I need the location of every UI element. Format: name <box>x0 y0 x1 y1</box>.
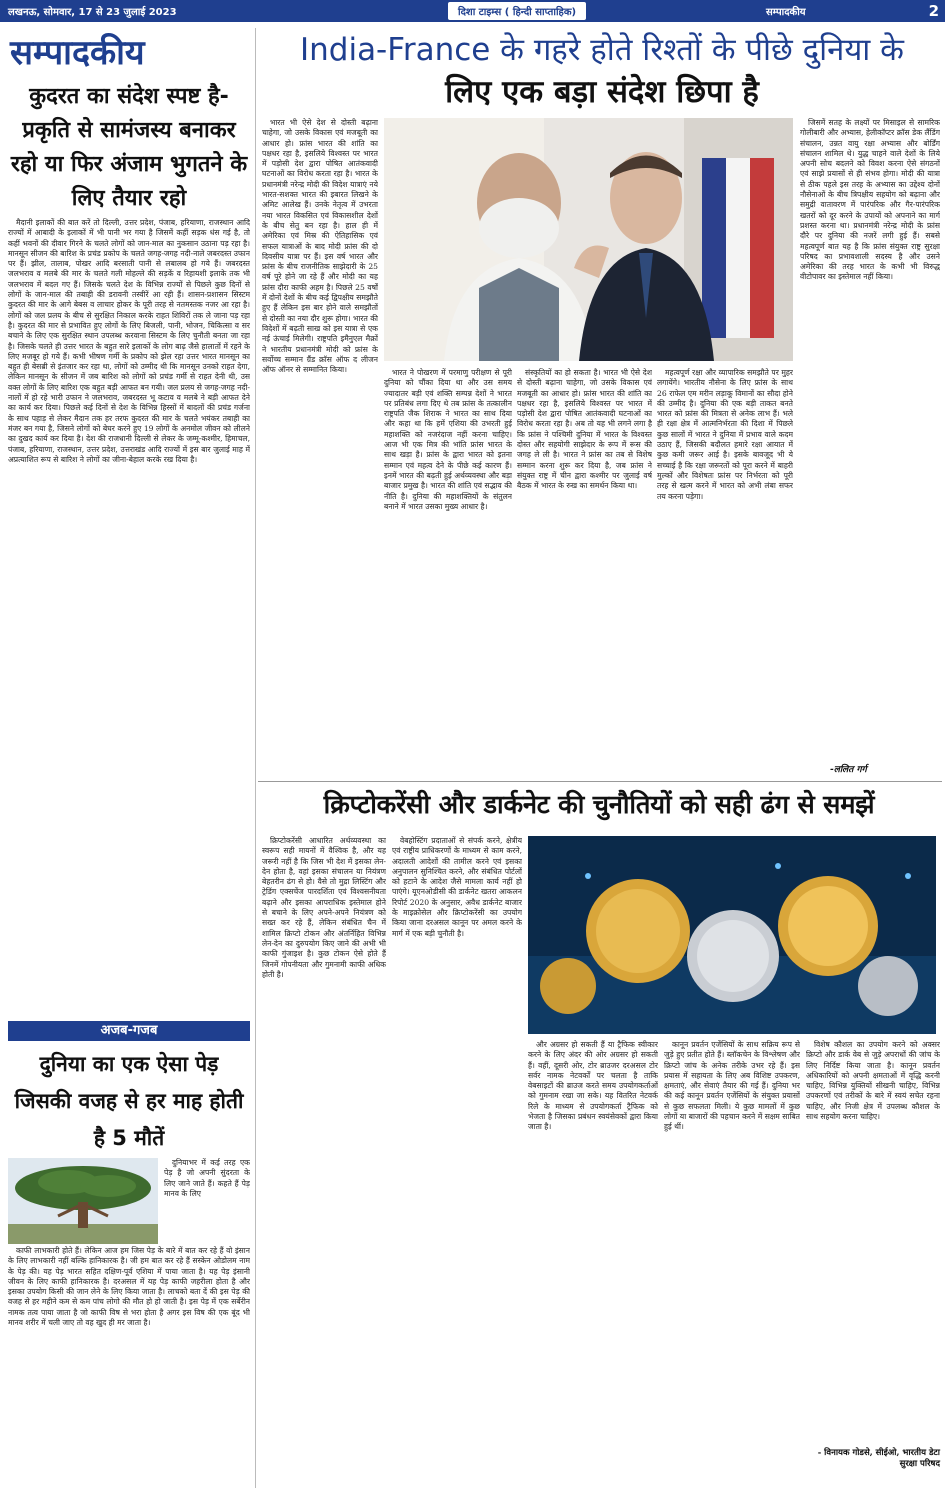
tree-body-side <box>164 1158 250 1246</box>
india-france-headline <box>262 30 942 114</box>
editorial-body <box>8 218 250 1016</box>
crypto-col-4-text: कानून प्रवर्तन एजेंसियों के साथ सक्रिय रूप से जुड़े हुए प्रतीत होते हैं। ब्लॉकचेन के विश्लेषण और क्रिप्टो जांच के अनेक तरीके उभर रहे हैं। इस प्रयास में सहायता के लिए अब विशिष्ट उपकरण, क्षमताएं, और सेवाएं तैयार की गई हैं। दुनिया भर की कई कानून प्रवर्तन एजेंसियों के संयुक्त प्रयासों से कुछ सफलता मिली। ये कुछ मामलों में कुछ लोगों या बाजारों की पहचान करने में सक्षम साबित हुई थीं। <box>664 1040 800 1132</box>
masthead-paper-name: दिशा टाइम्स ( हिन्दी साप्ताहिक) <box>448 2 586 20</box>
crypto-author: - विनायक गोडसे, सीईओ, भारतीय डेटा सुरक्षा परिषद <box>817 1448 940 1469</box>
india-france-col-4 <box>657 368 793 774</box>
editorial-body-text: मैदानी इलाकों की बात करें तो दिल्ली, उत्तर प्रदेश, पंजाब, हरियाणा, राजस्थान आदि राज्यों में आबादी के इलाकों में भी पानी भर गया है जिसमें कहीं सड़क धंस गई है, तो कहीं भवनों की दीवार गिरने के चलते लोगों को जान-माल का नुकसान उठाना पड़ रहा है। मानसून सीजन की बारिश के प्रचंड प्रकोप के चलते जगह-जगह नदी-नाले जबरदस्त उफान पर हैं। झील, तालाब, पोखर आदि बरसाती पानी से लबालब हो गये हैं। जबरदस्त जलभराव व मलबे की मार के चलते गली मोहल्ले की सड़कें व रिहायशी इलाके तक भी जलभराव में बदल गए हैं। जिसके चलते देश के विभिन्न राज्यों से पिछले कुछ दिनों से लोगों के जान-माल की तबाही की डरावनी तस्वीरें आ रही हैं। शासन-प्रशासन सिस्टम कुदरत की मार के आगे बेबस व लाचार होकर के पूरी तरह से नतमस्तक नजर आ रहा है। लोगों को जल प्रलय के बीच से सुरक्षित निकाल करके राहत शिविरों तक ले जाना पड़ रहा है। कुदरत की मार से प्रभावित हुए लोगों के लिए बिजली, पानी, भोजन, चिकित्सा व सर बचाने के लिए एक सुरक्षित स्थान उपलब्ध करवाना सिस्टम के लिए चुनौती बनता जा रहा है। जिसके चलते ही उत्तर भारत के बहुत सारे इलाकों के लोग बाढ़ जैसे हालातों में रहने के लिए मजबूर हो गये हैं। कभी भीषण गर्मी के प्रकोप को झेल रहा उत्तर भारत मानसून का बहुत ही बेसब्री से इंतजार कर रहा था, लोगों को उम्मीद थी कि मानसून उनको राहत देगा, लेकिन मानसून के सीजन में जब बारिश को लोगों को प्रचंड गर्मी से राहत देनी थी, उस वक्त लोगों के लिए बारिश एक बहुत बड़ी आफत बन गयी। जल प्रलय से जगह-जगह नदी-नालों में हो रहे भारी उफान ने जलभराव, जबरदस्त भू कटाव व मलबे ने बड़ी आफत देने का कार्य कर दिया। पिछले कई दिनों से देश के विभिन्न हिस्सों में बादलों की प्रचंड गर्जना के साथ पहाड़ से लेकर मैदान तक हर तरफ कुदरत की मार के चलते भयंकर तबाही का मंजर बन गया है, जिसने लोगों को बेघर करने हुए 19 लोगों के अनमोल जीवन को लीलने का दुखद कार्य कर दिया है। देश की राजधानी दिल्ली से लेकर के जम्मू-कश्मीर, हिमाचल, पंजाब, हरियाणा, राजस्थान, उत्तर प्रदेश, उत्तराखंड आदि राज्यों में इस बार जुलाई माह में अप्रत्याशित रूप से बारिश ने लोगों का जीना-बेहाल करके रख दिया है। <box>8 218 250 464</box>
crypto-col-3 <box>528 1040 658 1486</box>
section-title: सम्पादकीय <box>10 33 145 73</box>
crypto-col-5 <box>806 1040 940 1444</box>
masthead-date: लखनऊ, सोमवार, 17 से 23 जुलाई 2023 <box>8 7 177 18</box>
india-france-col-4-text: महत्वपूर्ण रक्षा और व्यापारिक समझौते पर मुहर लगायेंगे। भारतीय नौसेना के लिए फ्रांस के साथ 26 राफेल एम मरीन लड़ाकू विमानों का सौदा होने की उम्मीद है। दुनिया की एक बड़ी ताकत बनते भारत को फ्रांस की मित्रता से अनेक लाभ हैं। भले ही रक्षा क्षेत्र में आत्मनिर्भरता की दिशा में पिछले कुछ सालों में भारत ने दुनिया में प्रभाव वाले कदम उठाए हैं, जिसकी बदौलत हमारे रक्षा आयात में कुछ कमी जरूर आई है। इसके बावजूद भी ये सच्चाई है कि रक्षा जरूरतों को पूरा करने में बाहरी मुल्कों और विशेषतः फ्रांस पर निर्भरता को पूरी तरह से खत्म करने में भारत को अभी लंबा सफर तय करना पड़ेगा। <box>657 368 793 501</box>
crypto-col-3-text: और अग्रसर हो सकती हैं या ट्रैफिक स्वीकार करने के लिए अंदर की ओर अग्रसर हो सकती हैं। वहीं, दूसरी ओर, टोर ब्राउजर दरअसल टोर सर्वर नामक नेटवर्कों पर चलता है ताकि वेबसाइटों की ब्राउज करते समय उपयोगकर्ताओं को गुमनाम रखा जा सके। यह वितरित नेटवर्क रिले के माध्यम से उपयोगकर्ता ट्रैफिक को भेजता है जिसका प्रबंधन स्वयंसेवकों द्वारा किया जाता है। <box>528 1040 658 1132</box>
india-france-col-5-text: जिसमें सतह के लक्ष्यों पर मिसाइल से सामरिक गोलीबारी और अभ्यास, हेलीकॉप्टर क्रॉस डेक लैंडिंग संचालन, उन्नत वायु रक्षा अभ्यास और बोर्डिंग संचालन शामिल थे। युद्ध चाहने वाले देशों के लिये अपनी सोच बदलने को विवश करना ऐसे संगठनों एवं साझे प्रयासों से ही संभव होगा। मोदी की यात्रा से ठीक पहले इस तरह के अभ्यास का उद्देश्य दोनों नौसेनाओं के बीच त्रिपक्षीय सहयोग को बढ़ाना और समुद्री वातावरण में पारंपरिक और गैर-पारंपरिक खतरों को दूर करने के उपायों को अपनाने का मार्ग प्रशस्त करना था। प्रधानमंत्री नरेन्द्र मोदी के फ्रांस दौरे पर दुनिया की नजरें लगी हुई हैं। सबसे महत्वपूर्ण बात यह है कि फ्रांस संयुक्त राष्ट्र सुरक्षा परिषद का प्रभावशाली सदस्य है और उसने अमेरिका की तरह भारत के कभी भी विरुद्ध वीटोपावर का इस्तेमाल नहीं किया। <box>800 118 940 282</box>
crypto-coins-photo <box>528 836 936 1034</box>
modi-macron-photo <box>384 118 793 361</box>
tree-body-side-text: दुनियाभर में कई तरह एक पेड़ है जो अपनी सुंदरता के लिए जाने जाते हैं। कहते हैं पेड़ मानव के लिए <box>164 1158 250 1198</box>
masthead <box>0 0 945 22</box>
crypto-col-1 <box>262 836 386 1486</box>
india-france-headline-line2: लिए एक बड़ा संदेश छिपा है <box>445 74 759 110</box>
india-france-col-2-text: भारत ने पोखरण में परमाणु परीक्षण से पूरी दुनिया को चौंका दिया था और उस समय ज्यादातर बड़ी एवं शक्ति सम्पन्न देशों ने भारत पर प्रतिबंध लगा दिए थे तब फ्रांस के तत्कालीन राष्ट्रपति जैक शिराक ने भारत का साथ दिया और कहा था कि हमें एशिया की उभरती हुई महाशक्ति को नजरंदाज नहीं करना चाहिए। आज भी एक मित्र की भांति फ्रांस भारत के साथ खड़ा है। फ्रांस के द्वारा भारत को इतना सम्मान एवं महत्व देने के पीछे कई कारण हैं। इनमें भारत की बढ़ती हुई अर्थव्यवस्था और बड़ा बाजार प्रमुख है। भारत की शांति एवं सद्भाव की नीति है। दुनिया की महाशक्तियों के संतुलन बनाने में भारत उसका मुख्य आधार है। <box>384 368 512 511</box>
tree-headline: दुनिया का एक ऐसा पेड़ जिसकी वजह से हर माह होती है 5 मौतें <box>14 1052 244 1150</box>
india-france-col-5 <box>800 118 940 758</box>
editorial-headline: कुदरत का संदेश स्पष्ट है- प्रकृति से सामंजस्य बनाकर रहो या फिर अंजाम भुगतने के लिए तैयार रहो <box>10 84 248 211</box>
column-divider <box>255 28 256 1488</box>
crypto-headline: क्रिप्टोकरेंसी और डार्कनेट की चुनौतियों को सही ढंग से समझें <box>323 790 875 820</box>
tree-body-text: काफी लाभकारी होते हैं। लेकिन आज हम जिस पेड़ के बारे में बात कर रहे हैं वो इंसान के लिए लाभकारी नहीं बल्कि हानिकारक है। जी हम बात कर रहे हैं सस्केन ओडोलम नाम के पेड़ की। यह पेड़ भारत सहित दक्षिण-पूर्व एशिया में पाया जाता है। यह पेड़ इंसानी जीवन के लिए काफी हानिकारक है। दरअसल में यह पेड़ काफी जहरीला होता है और इसका उपयोग किसी की जान लेने के लिए किया जाता है। लाचको बता दें की इस पेड़ की वजह से हर महीने कम से कम पांच लोगो की मौत हो हो जाती है। इस पेड़ में एक सर्बेरीन नामक तत्व पाया जाता है जो काफी विष से भरा होता है अगर इस विष की एक बूंद भी मानव शरीर में चली जाए तो वह खुद ही मर जाता है। <box>8 1246 250 1328</box>
india-france-col-3-text: संस्कृतियों का हो सकता है। भारत भी ऐसे देश से दोस्ती बढ़ाना चाहेगा, जो उसके विकास एवं मजबूती का आधार हो। फ्रांस भारत की शांति का पक्षधर रहा है, इसलिये विश्वस्त पर भारत में पड़ोसी देश द्वारा पोषित आतंकवादी घटनाओं का विरोध करता रहा है। अब तो यह भी लगने लगा है कि फ्रांस ने पश्चिमी दुनिया में भारत के विश्वस्त दोस्त और सहयोगी साझेदार के रूप में रूस की जगह ले ली है। भारत ने फ्रांस का तब से विशेष सम्मान करना शुरू कर दिया है, जब फ्रांस ने संयुक्त राष्ट्र में चीन द्वारा कश्मीर पर जुलाई वर्ष बैठक में भारत के रुख का समर्थन किया था। <box>517 368 652 491</box>
tree-photo <box>8 1158 158 1244</box>
india-france-col-3 <box>517 368 652 774</box>
article-divider <box>258 781 942 782</box>
tree-body <box>8 1246 250 1486</box>
crypto-col-2-text: वेबहोस्टिंग प्रदाताओं से संपर्क करने, क्षेत्रीय एवं राष्ट्रीय प्राधिकरणों के माध्यम से काम करने, अदालती आदेशों की तामील करने एवं इसका अनुपालन सुनिश्चित करने, और संबंधित पोर्टलों को हटाने के आदेश जैसे मामला कार्य नहीं हो पाएंगे। यूएनओडीसी की डार्कनेट खतरा आकलन रिपोर्ट 2020 के अनुसार, अवैध डार्कनेट बाजार के माइक्रोसेल और क्रिप्टोकरेंसी का उपयोग किया जाना दरअसल कानून पर अमल करने के मार्ग में एक बड़ी चुनौती है। <box>392 836 522 938</box>
india-france-headline-line1: India-France के गहरे होते रिश्तों के पीछे दुनिया के <box>299 32 904 68</box>
crypto-col-1-text: क्रिप्टोकरेंसी आधारित अर्थव्यवस्था का स्वरूप सही मायनों में वैश्विक है, और यह जरूरी नहीं है कि जिस भी देश में इसका लेन-देन होता है, वहां इसका संचालन या नियंत्रण बेहतरीन ढंग से हो। वैसे तो मुद्रा लिस्टिंग और ट्रेडिंग एक्सचेंज पारदर्शिता एवं विश्वसनीयता बढ़ाने और इसका आपराधिक इस्तेमाल होने से बचाने के लिए अपने-अपने नियंत्रण को सख्त कर रहे हैं, लेकिन संबंधित चैन में शामिल क्रिप्टो टोकन और अंतर्निहित विभिन्न लेन-देन का दुरुपयोग किए जाने की अभी भी काफी गुंजाइश है। कुछ टोकन ऐसे होते हैं जिनमें गोपनीयता और गुमनामी काफी अधिक होती है। <box>262 836 386 979</box>
ajab-gajab-band: अजब-गजब <box>8 1021 250 1041</box>
india-france-col-1 <box>262 118 378 774</box>
crypto-col-2 <box>392 836 522 1486</box>
india-france-col-1-text: भारत भी ऐसे देश से दोस्ती बढ़ाना चाहेगा, जो उसके विकास एवं मजबूती का आधार हो। फ्रांस भारत की शांति का पक्षधर रहा है, इसलिये विश्वस्त पर भारत में पड़ोसी देश द्वारा पोषित आतंकवादी घटनाओं का विरोध करता रहा है। भारत के प्रधानमंत्री नरेन्द्र मोदी की विदेश यात्राएं नये भारत-सशक्त भारत की इबारत लिखने के अमिट आलेख हैं। उनके नेतृत्व में उभरता नया भारत विकसित एवं विकासशील देशों के बीच सेतु बन रहा है। हाल ही में अमेरिका एवं मिस्र की ऐतिहासिक एवं सफल यात्राओं के बाद मोदी फ्रांस की दो दिवसीय यात्रा पर हैं। इस वर्ष भारत और फ्रांस के बीच राजनीतिक साझेदारी के 25 वर्ष पूरे होने जा रहे हैं और मोदी का यह फ्रांस दौरा काफी अहम है। पिछले 25 वर्षों में दोनों देशों के बीच कई द्विपक्षीय समझौते हुए हैं लेकिन इस बार होने वाले समझौतों से दोस्ती का नया दौर शुरू होगा। भारत की विदेशों में बढ़ती साख को इस यात्रा से एक नई ऊंचाई मिलेगी। राष्ट्रपति इमैनुएल मैक्रों ने भारतीय प्रधानमंत्री मोदी को फ्रांस के सर्वोच्च सम्मान ग्रैंड क्रॉस ऑफ द लीजन ऑफ ऑनर से सम्मानित किया। <box>262 118 378 375</box>
crypto-col-5-text: विशेष कौशल का उपयोग करने को अक्सर क्रिप्टो और डार्क वेब से जुड़े अपराधों की जांच के लिए निर्दिष्ट किया जाता है। कानून प्रवर्तन अधिकारियों को अपनी क्षमताओं में वृद्धि करनी चाहिए, विभिन्न युक्तियों सीखनी चाहिए, विभिन्न उपकरणों एवं तरीकों के बारे में स्वयं सचेत रहना चाहिए, और निजी क्षेत्र में उपलब्ध कौशल के साथ सहयोग करना चाहिए। <box>806 1040 940 1122</box>
masthead-section: सम्पादकीय <box>766 7 806 18</box>
page-number: 2 <box>928 2 939 20</box>
crypto-col-4 <box>664 1040 800 1486</box>
india-france-author: -ललित गर्ग <box>830 765 867 775</box>
india-france-col-2 <box>384 368 512 774</box>
